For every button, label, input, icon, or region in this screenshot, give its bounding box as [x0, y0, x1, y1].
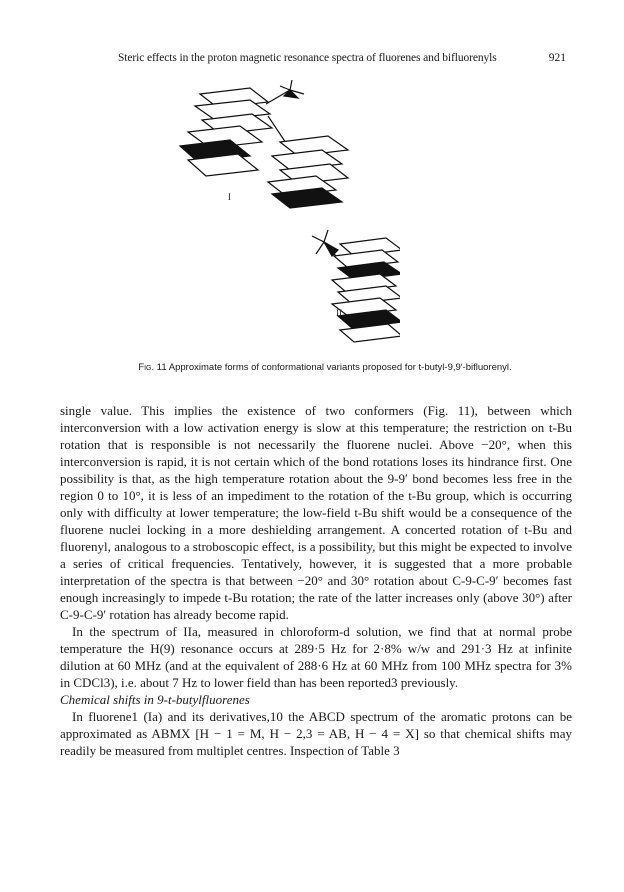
paragraph-chemical-shifts: In fluorene1 (Ia) and its derivatives,10 the ABCD spectrum of the aromatic protons can be approximated as ABMX [H − 1 = M, H − 2,3 = AB, H − 4 = X] so that chemical shifts may readily be measured from multiplet centres. Inspection of Table 3	[60, 709, 572, 758]
conformer-figure	[140, 80, 400, 380]
section-heading: Chemical shifts in 9-t-butylfluorenes	[60, 692, 250, 707]
figure-caption-tag: Fig. 11	[138, 362, 167, 373]
structure-label-II: II	[336, 308, 342, 318]
running-title: Steric effects in the proton magnetic resonance spectra of fluorenes and bifluorenyls	[118, 52, 497, 64]
fluorene-ring-stack-II	[332, 238, 400, 342]
structure-label-I: I	[228, 192, 231, 202]
fluorene-ring-stack-I-lower	[268, 136, 348, 208]
tbutyl-group-II	[312, 230, 338, 256]
running-header	[118, 52, 566, 70]
fluorene-ring-stack-I-upper	[180, 88, 272, 176]
tbutyl-group-I	[266, 80, 304, 104]
page-number: 921	[548, 52, 566, 64]
paragraph-spectrum-IIa: In the spectrum of IIa, measured in chloroform-d solution, we find that at normal probe temperature the H(9) resonance occurs at 289·5 Hz for 2·8% w/w and 291·3 Hz at infinite dilution at 60 MHz (and at the equivalent of 288·6 Hz at 60 MHz from 100 MHz spectra for 3% in CDCl3), i.e. about 7 Hz to lower field than has been reported3 previously.	[60, 624, 572, 690]
paragraph-conformers: single value. This implies the existence of two conformers (Fig. 11), between which interconversion with a low activation energy is slow at this temperature; the restriction on t-Bu rotation that is responsible is not necessarily the fluorene nuclei. Above −20°, when this interconversion is rapid, it is not certain which of the bond rotations loses its hindrance first. One possibility is that, as the high temperature rotation about the 9-9′ bond becomes less free in the region 0 to 10°, it is less of an impediment to the rotation of the t-Bu group, which is occurring only with difficulty at lower temperature; the low-field t-Bu shift would be a consequence of the fluorene nuclei locking in a more deshielding arrangement. A concerted rotation of t-Bu and fluorenyl, analogous to a stroboscopic effect, is a possibility, but this might be expected to involve a series of critical frequencies. Tentatively, however, it is suggested that a more probable interpretation of the spectra is that between −20° and 30° rotation about C-9-C-9′ becomes fast enough increasingly to impede t-Bu rotation; the rate of the latter increases only (above 30°) after C-9-C-9′ rotation has already become rapid.	[60, 403, 572, 622]
figure-caption	[95, 362, 555, 373]
article-body	[60, 402, 572, 759]
figure-caption-text: Approximate forms of conformational variants proposed for t-butyl-9,9′-bifluorenyl.	[168, 362, 512, 373]
